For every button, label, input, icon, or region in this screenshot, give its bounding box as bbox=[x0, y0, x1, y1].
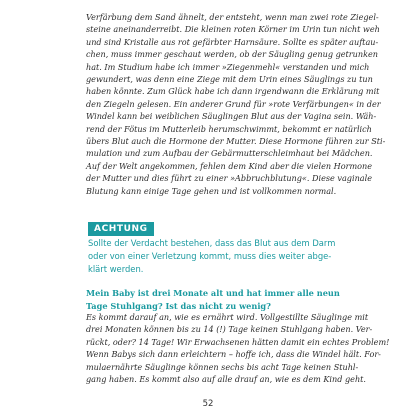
text-line: Es kommt darauf an, wie es ernährt wird. Vollgestillte Säuglinge mit bbox=[86, 312, 369, 322]
text-line: Auf der Welt angekommen, fehlen dem Kind aber die vielen Hormone bbox=[86, 160, 373, 171]
question-line: Mein Baby ist drei Monate alt und hat immer alle neun bbox=[86, 288, 340, 298]
text-line: chen, muss immer geschaut werden, ob der Säugling genug getrunken bbox=[86, 49, 379, 60]
text-line: der Mutter und dies führt zu einer »Abbruchblutung«. Diese vaginale bbox=[86, 173, 372, 184]
text-line: gang haben. Es kommt also auf alle drauf an, wie es dem Kind geht. bbox=[86, 374, 366, 385]
question-heading bbox=[86, 287, 338, 312]
warning-label: ACHTUNG bbox=[88, 222, 154, 236]
text-line: Wenn Babys sich dann erleichtern – hoffe ich, dass die Windel hält. For- bbox=[86, 349, 381, 360]
text-line: hat. Im Studium habe ich immer »Ziegenmehl« verstanden und mich bbox=[86, 61, 370, 72]
text-line: rückt, oder? 14 Tage! Wir Erwachsenen hätten damit ein echtes Problem! bbox=[86, 336, 390, 347]
text-line: rend der Fötus im Mutterleib herumschwimmt, bekommt er natürlich bbox=[86, 123, 372, 134]
warning-text bbox=[88, 237, 338, 275]
text-line: haben könnte. Zum Glück habe ich dann irgendwann die Erklärung mit bbox=[86, 86, 380, 97]
page-number: 52 bbox=[202, 399, 214, 409]
text-line: den Ziegeln gelesen. Ein anderer Grund für »rote Verfärbungen« in der bbox=[86, 98, 381, 109]
warning-line: Sollte der Verdacht bestehen, dass das Blut aus dem Darm bbox=[88, 238, 336, 248]
warning-line: oder von einer Verletzung kommt, muss dies weiter abge- bbox=[88, 250, 332, 261]
body-paragraph-red-urine bbox=[86, 11, 386, 197]
text-line: steine aneinanderreibt. Die kleinen roten Körner im Urin tun nicht weh bbox=[86, 24, 380, 35]
text-line: Verfärbung dem Sand ähnelt, der entsteht, wenn man zwei rote Ziegel- bbox=[86, 12, 379, 22]
question-line: Tage Stuhlgang? Ist das nicht zu wenig? bbox=[86, 300, 271, 311]
text-line: Windel kann bei weiblichen Säuglingen Blut aus der Vagina sein. Wäh- bbox=[86, 111, 377, 122]
text-line: Blutung kann einige Tage gehen und ist vollkommen normal. bbox=[86, 185, 337, 196]
answer-paragraph bbox=[86, 311, 390, 385]
text-line: gewundert, was denn eine Ziege mit dem Urin eines Säuglings zu tun bbox=[86, 74, 373, 85]
text-line: und sind Kristalle aus rot gefärbter Harnsäure. Sollte es später auftau- bbox=[86, 36, 379, 47]
text-line: mulaernährte Säuglinge können sechs bis acht Tage keinen Stuhl- bbox=[86, 361, 359, 372]
warning-line: klärt werden. bbox=[88, 263, 144, 274]
text-line: übers Blut auch die Hormone der Mutter. Diese Hormone führen zur Sti- bbox=[86, 136, 386, 147]
text-line: drei Monaten können bis zu 14 (!) Tage keinen Stuhlgang haben. Ver- bbox=[86, 324, 373, 335]
text-line: mulation und zum Aufbau der Gebärmutterschleimhaut bei Mädchen. bbox=[86, 148, 373, 159]
